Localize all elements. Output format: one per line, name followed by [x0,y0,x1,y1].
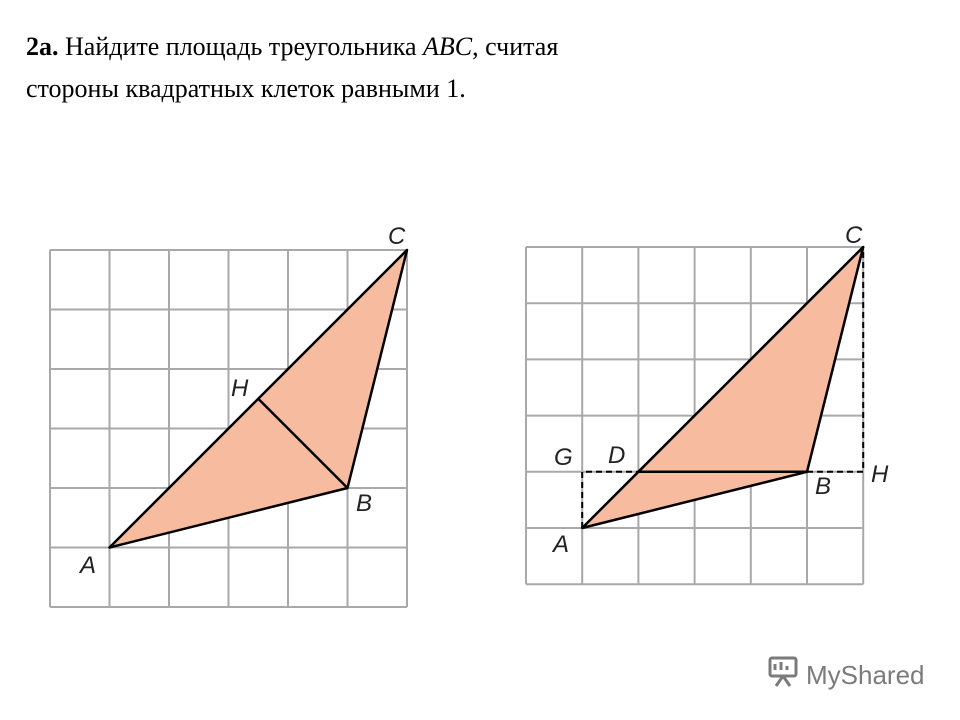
figure-right [526,222,889,584]
presentation-board-icon [766,655,800,696]
label-b-right: B [815,473,832,500]
watermark-logo [766,655,925,695]
label-d-right: D [608,442,626,469]
label-h-right: H [871,461,889,488]
label-a-right: A [553,531,570,558]
triangle-name: ABC [423,32,473,61]
figure-left [50,223,407,607]
label-c-right: C [845,222,863,249]
task-number: 2а. [26,32,59,61]
task-text-part1: Найдите площадь треугольника [58,32,423,61]
label-c-left: C [388,223,406,250]
watermark-text: MyShared [806,659,925,690]
label-h-left: H [231,375,249,402]
task-text-part2: , считая [472,32,559,61]
label-g-right: G [554,444,573,471]
task-text-line2: стороны квадратных клеток равными 1. [26,74,466,103]
label-b-left: B [356,490,373,517]
label-a-left: A [80,552,97,579]
